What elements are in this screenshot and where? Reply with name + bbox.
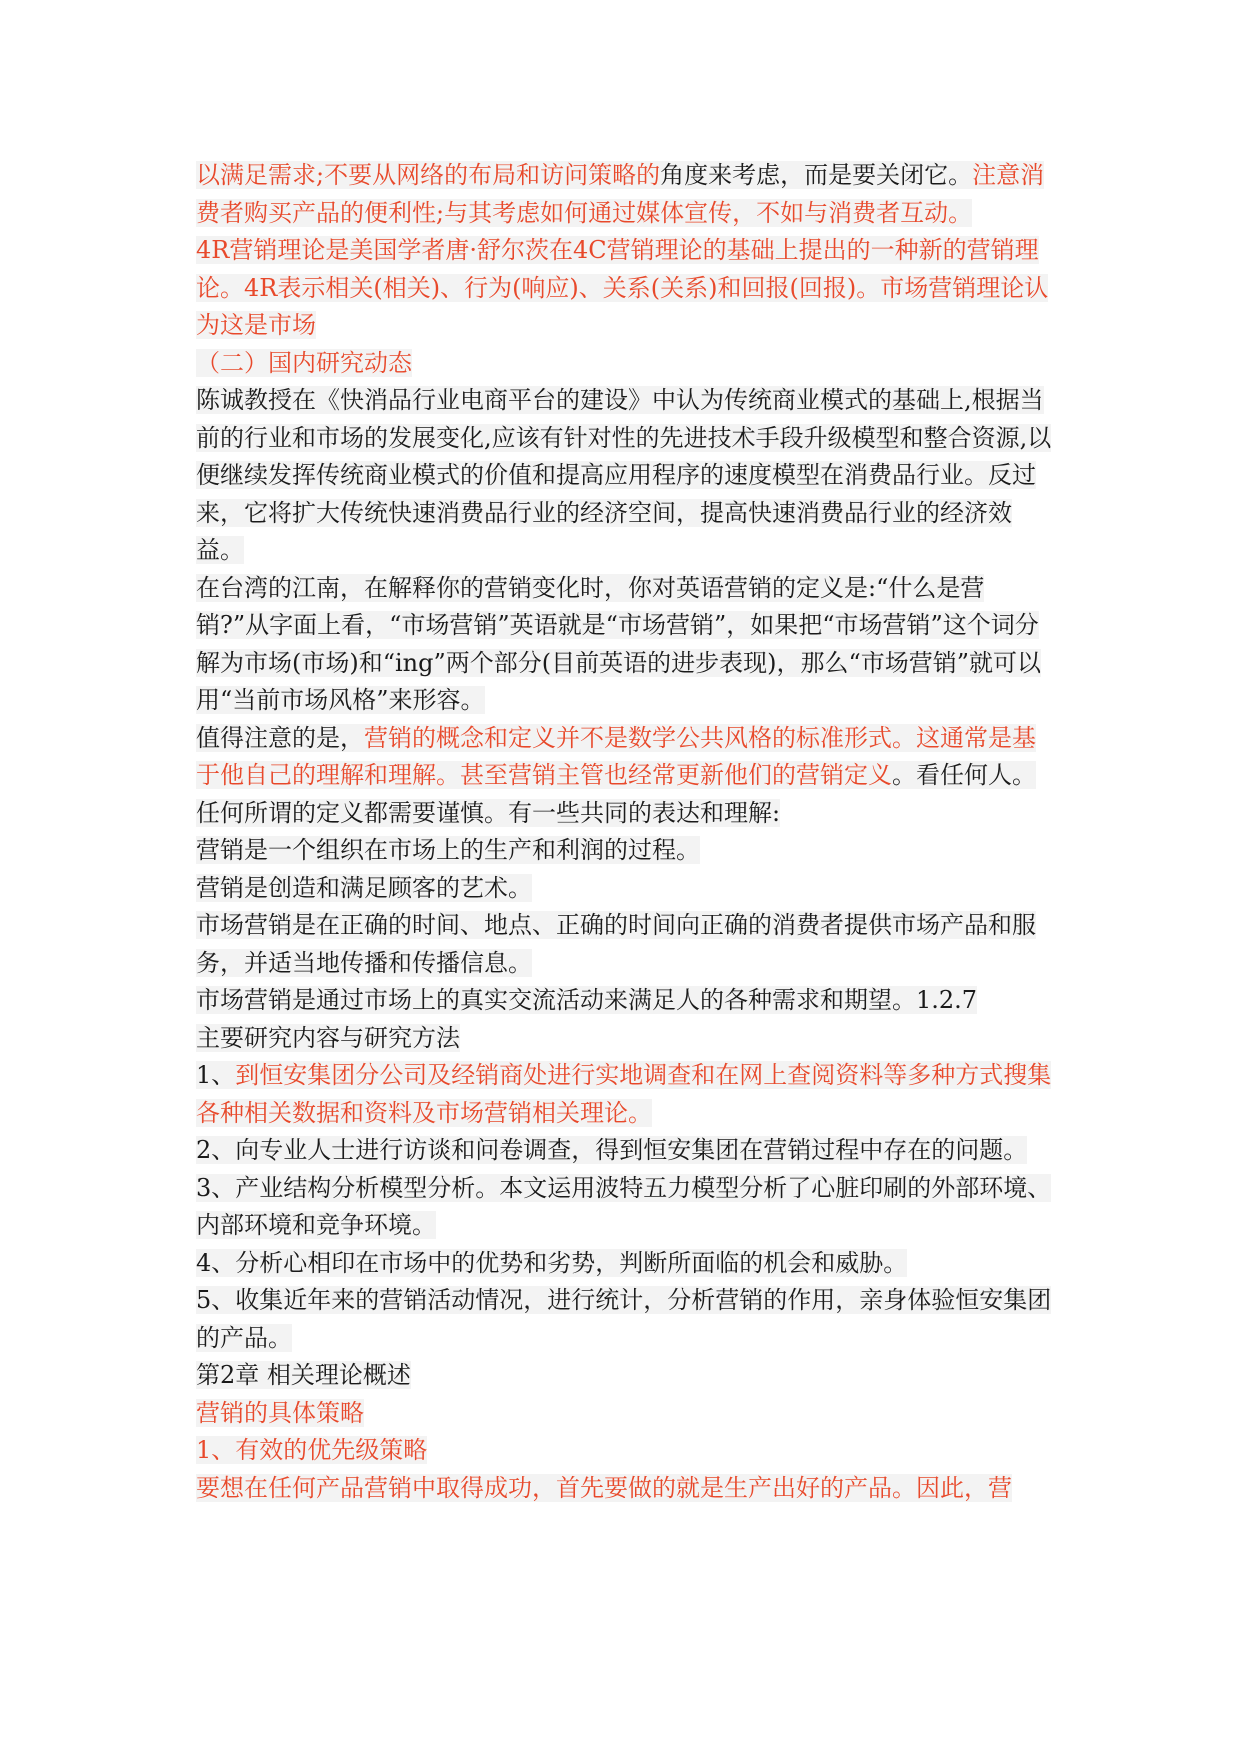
paragraph [196,1432,1056,1470]
highlighted-text-run: 到恒安集团分公司及经销商处进行实地调查和在网上查阅资料等多种方式搜集各种相关数据和资料及市场营销相关理论。 [196,1061,1052,1127]
highlighted-text-run: 营销的概念和定义并不是数学公共风格的标准形式。这通常是基于他自己的理解和理解。甚至营销主管也经常更新他们的营销定义 [196,723,1036,789]
text-run: 2、向专业人士进行访谈和问卷调查，得到恒安集团在营销过程中存在的问题。 [196,1136,1028,1164]
text-run: 营销是一个组织在市场上的生产和利润的过程。 [196,836,700,864]
paragraph [196,720,1056,833]
paragraph [196,1282,1056,1357]
paragraph [196,157,1056,232]
text-run: 5、收集近年来的营销活动情况，进行统计，分析营销的作用，亲身体验恒安集团的产品。 [196,1286,1052,1352]
highlighted-text-run: 1、有效的优先级策略 [196,1436,428,1464]
paragraph [196,1132,1056,1170]
paragraph [196,907,1056,982]
text-run: 第2章 相关理论概述 [196,1361,411,1389]
highlighted-text-run: 营销的具体策略 [196,1398,364,1427]
paragraph [196,1057,1056,1132]
text-run: 营销是创造和满足顾客的艺术。 [196,873,532,902]
text-run: 陈诚教授在《快消品行业电商平台的建设》中认为传统商业模式的基础上,根据当前的行业和市场的发展变化,应该有针对性的先进技术手段升级模型和整合资源,以便继续发挥传统商业模式的价值和提高应用程序的速度模型在消费品行业。反过来，它将扩大传统快速消费品行业的经济空间，提高快速消费品行业的经济效益。 [196,386,1052,564]
paragraph [196,570,1056,720]
text-run: 4、分析心相印在市场中的优势和劣势，判断所面临的机会和威胁。 [196,1248,908,1277]
highlighted-text-run: 4R营销理论是美国学者唐·舒尔茨在4C营销理论的基础上提出的一种新的营销理论。4R表示相关(相关)、行为(响应)、关系(关系)和回报(回报)。市场营销理论认为这是市场 [196,236,1049,339]
document-body [196,157,1056,1507]
text-run: 角度来考虑，而是要关闭它。 [660,161,973,189]
paragraph [196,382,1056,570]
text-run: 市场营销是通过市场上的真实交流活动来满足人的各种需求和期望。1.2.7 [196,986,978,1014]
text-run: 值得注意的是， [196,723,364,752]
paragraph [196,1170,1056,1245]
paragraph [196,1357,1056,1395]
highlighted-text-run: （二）国内研究动态 [196,348,412,377]
text-run: 在台湾的江南，在解释你的营销变化时，你对英语营销的定义是:“什么是营销?”从字面上看，“市场营销”英语就是“市场营销”，如果把“市场营销”这个词分解为市场(市场)和“ing”两个部分(目前英语的进步表现)，那么“市场营销”就可以用“当前市场风格”来形容。 [196,573,1042,714]
paragraph [196,1245,1056,1283]
paragraph [196,832,1056,870]
paragraph [196,870,1056,908]
paragraph [196,1020,1056,1058]
text-run: 1、 [196,1061,236,1089]
text-run: 3、产业结构分析模型分析。本文运用波特五力模型分析了心脏印刷的外部环境、内部环境和竞争环境。 [196,1173,1052,1239]
paragraph [196,1395,1056,1433]
highlighted-text-run: 要想在任何产品营销中取得成功，首先要做的就是生产出好的产品。因此，营 [196,1473,1012,1502]
highlighted-text-run: 以满足需求;不要从网络的布局和访问策略的 [196,161,661,189]
text-run: 市场营销是在正确的时间、地点、正确的时间向正确的消费者提供市场产品和服务，并适当地传播和传播信息。 [196,911,1036,977]
paragraph [196,232,1056,345]
highlighted-text-run: 注意消费者购买产品的便利性;与其考虑如何通过媒体宣传，不如与消费者互动。 [196,161,1045,227]
text-run: 主要研究内容与研究方法 [196,1023,460,1052]
paragraph [196,1470,1056,1508]
text-run: 。看任何人。任何所谓的定义都需要谨慎。有一些共同的表达和理解: [196,761,1036,827]
paragraph [196,345,1056,383]
paragraph [196,982,1056,1020]
